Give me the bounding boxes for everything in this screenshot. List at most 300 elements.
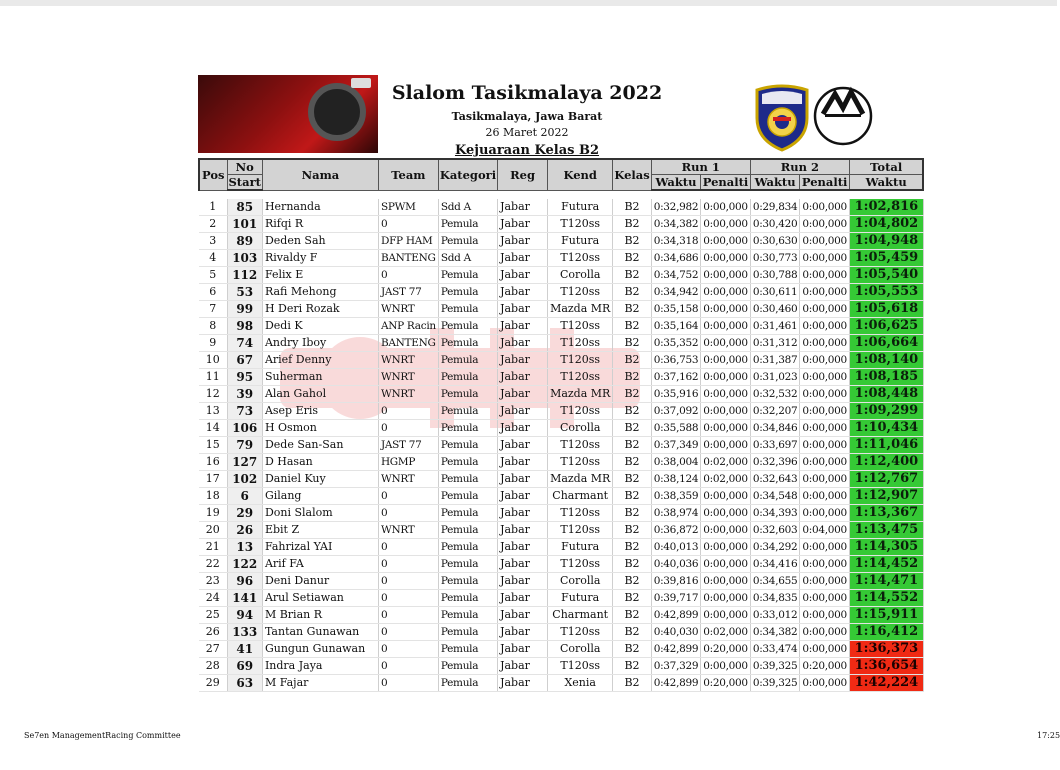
- row-run2-time: 0:31,312: [750, 335, 800, 352]
- row-region: Jabar: [498, 352, 548, 369]
- row-vehicle: Corolla: [548, 641, 613, 658]
- row-name: Doni Slalom: [262, 505, 378, 522]
- row-start-number: 89: [227, 233, 262, 250]
- row-category: Pemula: [438, 284, 497, 301]
- row-vehicle: T120ss: [548, 624, 613, 641]
- row-start-number: 112: [227, 267, 262, 284]
- row-start-number: 79: [227, 437, 262, 454]
- row-class: B2: [613, 505, 651, 522]
- row-team: BANTENG: [378, 335, 438, 352]
- row-pos: 18: [199, 488, 227, 505]
- row-category: Pemula: [438, 471, 497, 488]
- row-vehicle: T120ss: [548, 454, 613, 471]
- row-region: Jabar: [498, 556, 548, 573]
- row-total-time: 1:04,802: [849, 216, 923, 233]
- row-pos: 4: [199, 250, 227, 267]
- row-team: BANTENG: [378, 250, 438, 267]
- row-category: Pemula: [438, 641, 497, 658]
- row-category: Pemula: [438, 318, 497, 335]
- row-run1-penalty: 0:00,000: [701, 658, 751, 675]
- row-category: Pemula: [438, 539, 497, 556]
- row-run1-time: 0:36,872: [651, 522, 701, 539]
- row-name: Daniel Kuy: [262, 471, 378, 488]
- row-category: Sdd A: [438, 250, 497, 267]
- row-total-time: 1:09,299: [849, 403, 923, 420]
- row-run2-penalty: 0:00,000: [800, 471, 850, 488]
- row-team: 0: [378, 607, 438, 624]
- row-run1-time: 0:35,916: [651, 386, 701, 403]
- row-vehicle: Xenia: [548, 675, 613, 692]
- row-category: Pemula: [438, 505, 497, 522]
- row-pos: 8: [199, 318, 227, 335]
- table-row: [199, 590, 923, 607]
- row-total-time: 1:13,367: [849, 505, 923, 522]
- row-pos: 21: [199, 539, 227, 556]
- row-name: Dede San-San: [262, 437, 378, 454]
- row-vehicle: Futura: [548, 590, 613, 607]
- row-region: Jabar: [498, 539, 548, 556]
- row-run1-penalty: 0:00,000: [701, 250, 751, 267]
- row-run1-penalty: 0:20,000: [701, 641, 751, 658]
- row-name: Rifqi R: [262, 216, 378, 233]
- row-category: Pemula: [438, 624, 497, 641]
- row-region: Jabar: [498, 369, 548, 386]
- row-pos: 24: [199, 590, 227, 607]
- row-start-number: 101: [227, 216, 262, 233]
- row-pos: 27: [199, 641, 227, 658]
- row-pos: 3: [199, 233, 227, 250]
- row-name: Indra Jaya: [262, 658, 378, 675]
- col-total: Total: [849, 159, 923, 175]
- row-run2-penalty: 0:00,000: [800, 505, 850, 522]
- row-team: SPWM: [378, 199, 438, 216]
- table-row: [199, 556, 923, 573]
- row-start-number: 141: [227, 590, 262, 607]
- row-class: B2: [613, 199, 651, 216]
- table-row: [199, 233, 923, 250]
- row-team: 0: [378, 539, 438, 556]
- row-team: 0: [378, 216, 438, 233]
- row-run1-penalty: 0:00,000: [701, 505, 751, 522]
- row-class: B2: [613, 454, 651, 471]
- results-body: [199, 190, 923, 692]
- row-run2-penalty: 0:00,000: [800, 454, 850, 471]
- row-category: Pemula: [438, 233, 497, 250]
- col-reg: Reg: [498, 159, 548, 190]
- row-name: Andry Iboy: [262, 335, 378, 352]
- row-vehicle: Futura: [548, 199, 613, 216]
- row-run2-time: 0:39,325: [750, 675, 800, 692]
- row-run2-time: 0:34,393: [750, 505, 800, 522]
- row-start-number: 94: [227, 607, 262, 624]
- row-name: Deni Danur: [262, 573, 378, 590]
- row-pos: 12: [199, 386, 227, 403]
- row-pos: 13: [199, 403, 227, 420]
- row-category: Pemula: [438, 573, 497, 590]
- row-total-time: 1:14,552: [849, 590, 923, 607]
- row-run1-penalty: 0:00,000: [701, 488, 751, 505]
- row-category: Pemula: [438, 590, 497, 607]
- row-total-time: 1:13,475: [849, 522, 923, 539]
- row-team: HGMP: [378, 454, 438, 471]
- row-team: 0: [378, 641, 438, 658]
- row-run1-penalty: 0:02,000: [701, 624, 751, 641]
- row-run1-time: 0:34,686: [651, 250, 701, 267]
- jawa-barat-logo: [753, 84, 811, 152]
- row-name: Alan Gahol: [262, 386, 378, 403]
- row-run2-time: 0:34,835: [750, 590, 800, 607]
- row-run1-penalty: 0:00,000: [701, 352, 751, 369]
- row-class: B2: [613, 522, 651, 539]
- row-vehicle: Mazda MR: [548, 471, 613, 488]
- row-region: Jabar: [498, 641, 548, 658]
- row-class: B2: [613, 403, 651, 420]
- row-run2-time: 0:32,603: [750, 522, 800, 539]
- row-pos: 1: [199, 199, 227, 216]
- row-pos: 11: [199, 369, 227, 386]
- row-team: WNRT: [378, 369, 438, 386]
- row-total-time: 1:04,948: [849, 233, 923, 250]
- row-run2-penalty: 0:00,000: [800, 250, 850, 267]
- row-team: JAST 77: [378, 284, 438, 301]
- row-total-time: 1:05,618: [849, 301, 923, 318]
- table-row: [199, 454, 923, 471]
- col-run1: Run 1: [651, 159, 750, 175]
- row-run2-time: 0:32,207: [750, 403, 800, 420]
- row-team: 0: [378, 488, 438, 505]
- row-vehicle: T120ss: [548, 556, 613, 573]
- row-start-number: 39: [227, 386, 262, 403]
- row-run2-time: 0:30,630: [750, 233, 800, 250]
- row-start-number: 98: [227, 318, 262, 335]
- row-class: B2: [613, 267, 651, 284]
- row-run2-penalty: 0:00,000: [800, 437, 850, 454]
- row-class: B2: [613, 250, 651, 267]
- row-team: ANP Racin: [378, 318, 438, 335]
- row-run2-penalty: 0:00,000: [800, 641, 850, 658]
- row-vehicle: T120ss: [548, 522, 613, 539]
- row-pos: 9: [199, 335, 227, 352]
- table-row: [199, 267, 923, 284]
- row-category: Pemula: [438, 437, 497, 454]
- row-start-number: 95: [227, 369, 262, 386]
- row-region: Jabar: [498, 624, 548, 641]
- row-run2-time: 0:34,655: [750, 573, 800, 590]
- row-run1-penalty: 0:00,000: [701, 386, 751, 403]
- row-run2-time: 0:31,387: [750, 352, 800, 369]
- row-total-time: 1:06,664: [849, 335, 923, 352]
- row-vehicle: T120ss: [548, 250, 613, 267]
- row-vehicle: Mazda MR: [548, 386, 613, 403]
- row-category: Pemula: [438, 522, 497, 539]
- row-run2-penalty: 0:00,000: [800, 590, 850, 607]
- col-team: Team: [378, 159, 438, 190]
- row-run1-penalty: 0:00,000: [701, 199, 751, 216]
- row-pos: 29: [199, 675, 227, 692]
- row-run1-time: 0:37,349: [651, 437, 701, 454]
- row-team: JAST 77: [378, 437, 438, 454]
- row-team: WNRT: [378, 352, 438, 369]
- row-run2-penalty: 0:00,000: [800, 335, 850, 352]
- results-table: [198, 158, 924, 692]
- row-start-number: 74: [227, 335, 262, 352]
- row-run1-time: 0:35,164: [651, 318, 701, 335]
- row-run1-time: 0:42,899: [651, 641, 701, 658]
- row-vehicle: Mazda MR: [548, 301, 613, 318]
- row-class: B2: [613, 641, 651, 658]
- row-run2-time: 0:34,416: [750, 556, 800, 573]
- row-category: Pemula: [438, 658, 497, 675]
- footer-organizer: Se7en ManagementRacing Committee: [24, 731, 181, 740]
- row-name: Tantan Gunawan: [262, 624, 378, 641]
- row-run1-penalty: 0:00,000: [701, 522, 751, 539]
- row-name: M Brian R: [262, 607, 378, 624]
- row-total-time: 1:16,412: [849, 624, 923, 641]
- row-run1-penalty: 0:00,000: [701, 233, 751, 250]
- row-category: Pemula: [438, 607, 497, 624]
- row-team: 0: [378, 267, 438, 284]
- row-run1-penalty: 0:00,000: [701, 556, 751, 573]
- row-class: B2: [613, 233, 651, 250]
- row-name: H Osmon: [262, 420, 378, 437]
- row-vehicle: T120ss: [548, 318, 613, 335]
- row-vehicle: Corolla: [548, 267, 613, 284]
- row-name: D Hasan: [262, 454, 378, 471]
- row-pos: 14: [199, 420, 227, 437]
- row-vehicle: T120ss: [548, 505, 613, 522]
- row-run2-penalty: 0:00,000: [800, 216, 850, 233]
- row-start-number: 69: [227, 658, 262, 675]
- row-class: B2: [613, 607, 651, 624]
- row-vehicle: Corolla: [548, 573, 613, 590]
- row-class: B2: [613, 420, 651, 437]
- row-name: Felix E: [262, 267, 378, 284]
- row-start-number: 67: [227, 352, 262, 369]
- row-run1-penalty: 0:00,000: [701, 420, 751, 437]
- row-total-time: 1:36,654: [849, 658, 923, 675]
- col-nama: Nama: [262, 159, 378, 190]
- row-run1-penalty: 0:00,000: [701, 590, 751, 607]
- row-start-number: 96: [227, 573, 262, 590]
- row-run2-penalty: 0:00,000: [800, 318, 850, 335]
- col-start: Start: [228, 175, 261, 189]
- row-name: M Fajar: [262, 675, 378, 692]
- row-name: Gilang: [262, 488, 378, 505]
- row-category: Sdd A: [438, 199, 497, 216]
- row-run2-time: 0:34,548: [750, 488, 800, 505]
- row-name: Deden Sah: [262, 233, 378, 250]
- row-run2-penalty: 0:04,000: [800, 522, 850, 539]
- row-region: Jabar: [498, 505, 548, 522]
- row-name: Hernanda: [262, 199, 378, 216]
- col-kend: Kend: [548, 159, 613, 190]
- row-team: WNRT: [378, 522, 438, 539]
- row-region: Jabar: [498, 675, 548, 692]
- row-vehicle: T120ss: [548, 658, 613, 675]
- row-category: Pemula: [438, 420, 497, 437]
- row-start-number: 13: [227, 539, 262, 556]
- row-run2-time: 0:34,382: [750, 624, 800, 641]
- table-row: [199, 505, 923, 522]
- row-region: Jabar: [498, 454, 548, 471]
- row-class: B2: [613, 471, 651, 488]
- row-run1-time: 0:42,899: [651, 607, 701, 624]
- row-start-number: 122: [227, 556, 262, 573]
- row-run1-penalty: 0:02,000: [701, 454, 751, 471]
- row-category: Pemula: [438, 386, 497, 403]
- row-run1-penalty: 0:00,000: [701, 437, 751, 454]
- row-run1-time: 0:36,753: [651, 352, 701, 369]
- row-team: 0: [378, 675, 438, 692]
- row-region: Jabar: [498, 284, 548, 301]
- row-total-time: 1:12,400: [849, 454, 923, 471]
- row-region: Jabar: [498, 573, 548, 590]
- table-row: [199, 607, 923, 624]
- row-region: Jabar: [498, 488, 548, 505]
- table-row: [199, 675, 923, 692]
- row-run2-penalty: 0:00,000: [800, 267, 850, 284]
- row-run1-penalty: 0:00,000: [701, 573, 751, 590]
- row-class: B2: [613, 216, 651, 233]
- table-row: [199, 641, 923, 658]
- row-run2-penalty: 0:00,000: [800, 488, 850, 505]
- row-category: Pemula: [438, 352, 497, 369]
- row-pos: 25: [199, 607, 227, 624]
- row-region: Jabar: [498, 403, 548, 420]
- row-name: Arul Setiawan: [262, 590, 378, 607]
- row-total-time: 1:08,185: [849, 369, 923, 386]
- row-run1-time: 0:37,092: [651, 403, 701, 420]
- table-row: [199, 403, 923, 420]
- row-run2-time: 0:32,396: [750, 454, 800, 471]
- col-run2-waktu: Waktu: [750, 175, 800, 191]
- row-pos: 22: [199, 556, 227, 573]
- row-total-time: 1:14,471: [849, 573, 923, 590]
- row-pos: 15: [199, 437, 227, 454]
- row-start-number: 127: [227, 454, 262, 471]
- row-team: WNRT: [378, 301, 438, 318]
- row-run1-penalty: 0:00,000: [701, 607, 751, 624]
- table-row: [199, 352, 923, 369]
- row-start-number: 73: [227, 403, 262, 420]
- col-run2-penalti: Penalti: [800, 175, 850, 191]
- row-region: Jabar: [498, 318, 548, 335]
- row-run1-time: 0:40,036: [651, 556, 701, 573]
- row-run2-time: 0:33,012: [750, 607, 800, 624]
- table-row: [199, 522, 923, 539]
- row-run2-time: 0:33,697: [750, 437, 800, 454]
- row-vehicle: Corolla: [548, 420, 613, 437]
- row-pos: 23: [199, 573, 227, 590]
- row-class: B2: [613, 573, 651, 590]
- row-category: Pemula: [438, 488, 497, 505]
- row-class: B2: [613, 658, 651, 675]
- row-region: Jabar: [498, 607, 548, 624]
- row-name: Rafi Mehong: [262, 284, 378, 301]
- col-pos: Pos: [199, 159, 227, 190]
- row-run1-time: 0:35,352: [651, 335, 701, 352]
- row-run1-time: 0:38,004: [651, 454, 701, 471]
- table-row: [199, 471, 923, 488]
- row-class: B2: [613, 386, 651, 403]
- row-run1-time: 0:38,974: [651, 505, 701, 522]
- row-run2-time: 0:33,474: [750, 641, 800, 658]
- row-class: B2: [613, 624, 651, 641]
- row-vehicle: T120ss: [548, 369, 613, 386]
- row-name: Ebit Z: [262, 522, 378, 539]
- table-row: [199, 369, 923, 386]
- row-run2-penalty: 0:00,000: [800, 284, 850, 301]
- row-run1-penalty: 0:00,000: [701, 318, 751, 335]
- table-row: [199, 199, 923, 216]
- row-run1-penalty: 0:00,000: [701, 267, 751, 284]
- row-pos: 5: [199, 267, 227, 284]
- row-name: Fahrizal YAI: [262, 539, 378, 556]
- row-pos: 2: [199, 216, 227, 233]
- row-total-time: 1:42,224: [849, 675, 923, 692]
- wheel-icon: [308, 83, 366, 141]
- row-run1-penalty: 0:00,000: [701, 216, 751, 233]
- col-run1-penalti: Penalti: [701, 175, 751, 191]
- row-category: Pemula: [438, 556, 497, 573]
- row-run2-penalty: 0:00,000: [800, 607, 850, 624]
- row-run1-time: 0:38,124: [651, 471, 701, 488]
- col-total-waktu: Waktu: [849, 175, 923, 191]
- row-category: Pemula: [438, 267, 497, 284]
- row-run2-time: 0:31,023: [750, 369, 800, 386]
- row-run1-penalty: 0:00,000: [701, 369, 751, 386]
- row-total-time: 1:36,373: [849, 641, 923, 658]
- row-start-number: 29: [227, 505, 262, 522]
- row-run1-time: 0:39,816: [651, 573, 701, 590]
- row-start-number: 133: [227, 624, 262, 641]
- row-run2-penalty: 0:00,000: [800, 386, 850, 403]
- row-total-time: 1:10,434: [849, 420, 923, 437]
- table-row: [199, 216, 923, 233]
- row-run2-penalty: 0:00,000: [800, 199, 850, 216]
- kejurnas-slalom-logo: [813, 84, 873, 150]
- row-region: Jabar: [498, 522, 548, 539]
- row-region: Jabar: [498, 199, 548, 216]
- row-class: B2: [613, 284, 651, 301]
- row-run1-penalty: 0:20,000: [701, 675, 751, 692]
- row-category: Pemula: [438, 369, 497, 386]
- table-row: [199, 335, 923, 352]
- row-run1-time: 0:34,382: [651, 216, 701, 233]
- row-pos: 10: [199, 352, 227, 369]
- row-pos: 6: [199, 284, 227, 301]
- row-run1-time: 0:39,717: [651, 590, 701, 607]
- row-vehicle: T120ss: [548, 216, 613, 233]
- row-class: B2: [613, 488, 651, 505]
- row-run2-penalty: 0:00,000: [800, 352, 850, 369]
- footer-time: 17:25: [1037, 731, 1060, 740]
- row-name: Arif FA: [262, 556, 378, 573]
- table-row: [199, 624, 923, 641]
- row-run2-time: 0:32,643: [750, 471, 800, 488]
- row-run1-time: 0:40,030: [651, 624, 701, 641]
- row-category: Pemula: [438, 454, 497, 471]
- col-no: No: [227, 159, 262, 175]
- row-region: Jabar: [498, 471, 548, 488]
- row-team: 0: [378, 624, 438, 641]
- row-run2-penalty: 0:00,000: [800, 624, 850, 641]
- row-class: B2: [613, 556, 651, 573]
- row-start-number: 103: [227, 250, 262, 267]
- row-total-time: 1:05,459: [849, 250, 923, 267]
- row-run1-time: 0:34,318: [651, 233, 701, 250]
- row-class: B2: [613, 675, 651, 692]
